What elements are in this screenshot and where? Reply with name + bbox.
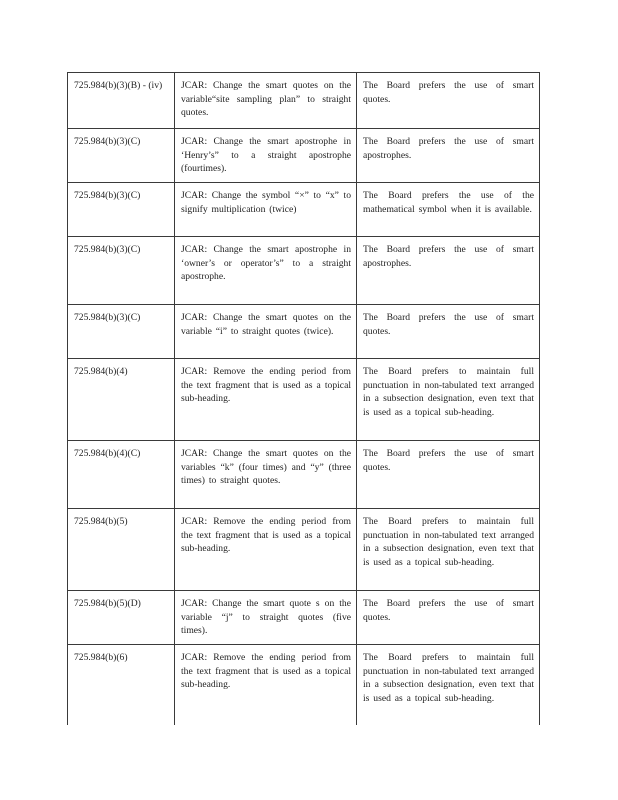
reason-cell: The Board prefers to maintain full punctuation in non-tabulated text arranged in a subsection designation, even text that is used as a topical sub-heading.: [357, 359, 540, 441]
change-cell: JCAR: Change the smart quotes on the variables “k” (four times) and “y” (three times) to straight quotes.: [175, 441, 357, 509]
reason-cell: The Board prefers the use of smart quotes.: [357, 73, 540, 129]
section-cell: 725.984(b)(3)(C): [68, 305, 175, 359]
table-row: [68, 441, 540, 509]
change-cell: JCAR: Remove the ending period from the text fragment that is used as a topical sub-heading.: [175, 645, 357, 725]
reason-cell: The Board prefers the use of the mathematical symbol when it is available.: [357, 183, 540, 237]
reason-cell: The Board prefers the use of smart apostrophes.: [357, 129, 540, 183]
section-cell: 725.984(b)(6): [68, 645, 175, 725]
change-cell: JCAR: Remove the ending period from the text fragment that is used as a topical sub-heading.: [175, 359, 357, 441]
reason-cell: The Board prefers to maintain full punctuation in non-tabulated text arranged in a subsection designation, even text that is used as a topical sub-heading.: [357, 645, 540, 725]
reason-cell: The Board prefers to maintain full punctuation in non-tabulated text arranged in a subsection designation, even text that is used as a topical sub-heading.: [357, 509, 540, 591]
reason-cell: The Board prefers the use of smart quotes.: [357, 591, 540, 645]
change-cell: JCAR: Change the smart quotes on the variable“site sampling plan” to straight quotes.: [175, 73, 357, 129]
table-row: [68, 305, 540, 359]
table-row: [68, 129, 540, 183]
table-row: [68, 183, 540, 237]
change-cell: JCAR: Change the smart quotes on the variable “i” to straight quotes (twice).: [175, 305, 357, 359]
reason-cell: The Board prefers the use of smart quotes.: [357, 441, 540, 509]
change-cell: JCAR: Remove the ending period from the text fragment that is used as a topical sub-heading.: [175, 509, 357, 591]
section-cell: 725.984(b)(5)(D): [68, 591, 175, 645]
table-row: [68, 509, 540, 591]
section-cell: 725.984(b)(4): [68, 359, 175, 441]
change-cell: JCAR: Change the smart apostrophe in ‘owner’s or operator’s” to a straight apostrophe.: [175, 237, 357, 305]
change-cell: JCAR: Change the smart apostrophe in ‘Henry’s” to a straight apostrophe (fourtimes).: [175, 129, 357, 183]
change-cell: JCAR: Change the smart quote s on the variable “j” to straight quotes (five times).: [175, 591, 357, 645]
reason-cell: The Board prefers the use of smart quotes.: [357, 305, 540, 359]
table-row: [68, 73, 540, 129]
section-cell: 725.984(b)(3)(C): [68, 183, 175, 237]
table-row: [68, 237, 540, 305]
section-cell: 725.984(b)(5): [68, 509, 175, 591]
section-cell: 725.984(b)(3)(C): [68, 237, 175, 305]
section-cell: 725.984(b)(4)(C): [68, 441, 175, 509]
table-row: [68, 645, 540, 725]
section-cell: 725.984(b)(3)(B) - (iv): [68, 73, 175, 129]
jcar-changes-table: [67, 72, 540, 725]
change-cell: JCAR: Change the symbol “×” to “x” to signify multiplication (twice): [175, 183, 357, 237]
section-cell: 725.984(b)(3)(C): [68, 129, 175, 183]
table-row: [68, 591, 540, 645]
reason-cell: The Board prefers the use of smart apostrophes.: [357, 237, 540, 305]
table-row: [68, 359, 540, 441]
